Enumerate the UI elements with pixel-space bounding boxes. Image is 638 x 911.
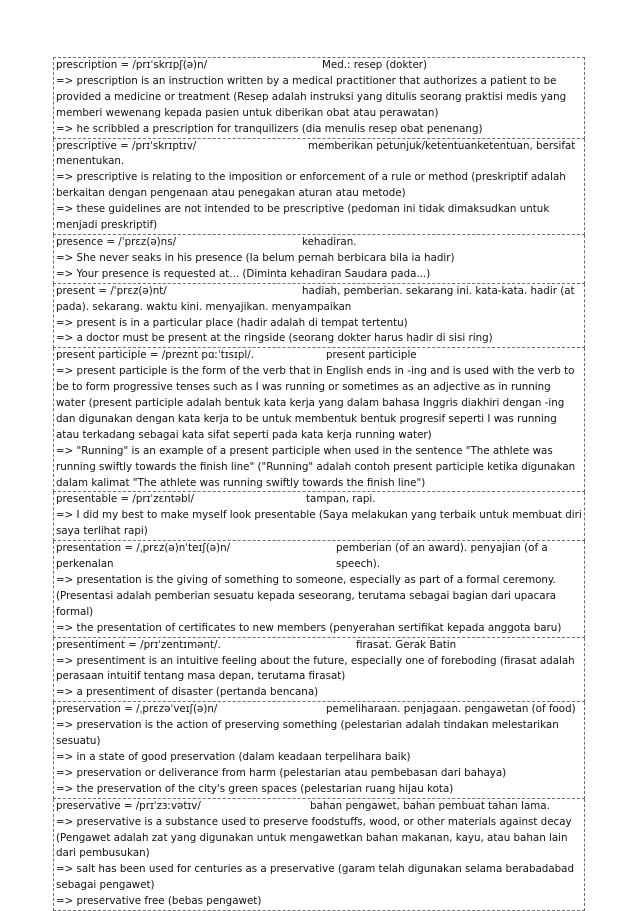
translation: memberikan petunjuk/ketentuanketentuan, bersifat	[308, 139, 576, 152]
example-line: => "Running" is an example of a present participle when used in the sentence "The athlete was running swiftly towards the finish line" ("Running" adalah contoh present participle ketika digunakan dalam kalimat "The athlete was running swiftly towards the finish line")	[56, 444, 576, 489]
entry-headline	[56, 348, 582, 364]
example-line: => present is in a particular place (hadir adalah di tempat tertentu)	[56, 316, 408, 329]
translation-continued: perkenalan	[56, 558, 114, 571]
example-line: => the preservation of the city's green spaces (pelestarian ruang hijau kota)	[56, 782, 454, 795]
dictionary-document	[53, 57, 585, 911]
entry-3	[53, 284, 585, 349]
headword-pronunciation: presentiment = /prɪˈzentɪmənt/.	[56, 638, 221, 651]
example-line: => prescription is an instruction written by a medical practitioner that authorizes a patient to be provided a medicine or treatment (Resep adalah instruksi yang ditulis seorang praktisi medis yang memberi wewenang kepada pasien untuk diberikan obat atau perawatan)	[56, 74, 567, 119]
translation: hadiah, pemberian. sekarang ini. kata-kata. hadir (at	[302, 284, 575, 297]
entry-0	[53, 57, 585, 139]
entry-headline	[56, 284, 582, 300]
headword-pronunciation: preservation = /ˌprɛzəˈveɪʃ(ə)n/	[56, 703, 218, 716]
entry-4	[53, 348, 585, 492]
entry-5	[53, 492, 585, 541]
entry-headline	[56, 139, 582, 155]
headword-pronunciation: present = /ˈprɛz(ə)nt/	[56, 284, 167, 297]
headword-pronunciation: present participle = /preznt pɑːˈtɪsɪpl/.	[56, 349, 254, 362]
translation: bahan pengawet, bahan pembuat tahan lama.	[310, 799, 550, 812]
entry-headline	[56, 235, 582, 251]
headword-pronunciation: presentation = /ˌprɛz(ə)nˈteɪʃ(ə)n/	[56, 542, 231, 555]
entry-headline	[56, 799, 582, 815]
headword-pronunciation: preservative = /prɪˈzɜːvətɪv/	[56, 799, 201, 812]
entry-headline	[56, 492, 582, 508]
translation: tampan, rapi.	[306, 493, 376, 506]
example-line: => the presentation of certificates to new members (penyerahan sertifikat kepada anggota baru)	[56, 621, 562, 634]
entry-8	[53, 702, 585, 798]
translation: Med.: resep (dokter)	[322, 59, 428, 71]
example-line: => these guidelines are not intended to be prescriptive (pedoman ini tidak dimaksudkan untuk menjadi preskriptif)	[56, 203, 550, 232]
translation-continued: pada). sekarang. waktu kini. menyajikan. menyampaikan	[56, 300, 352, 313]
example-line: => Your presence is requested at... (Diminta kehadiran Saudara pada...)	[56, 267, 431, 280]
translation: kehadiran.	[302, 235, 357, 248]
headword-pronunciation: presence = /ˈprɛz(ə)ns/	[56, 235, 177, 248]
entry-9	[53, 799, 585, 911]
example-line: => She never seaks in his presence (Ia belum pernah berbicara bila ia hadir)	[56, 251, 455, 264]
translation: pemeliharaan. penjagaan. pengawetan (of food)	[326, 703, 576, 716]
example-line: => presentiment is an intuitive feeling about the future, especially one of foreboding (firasat adalah perasaan intuitif tentang masa depan, terutama firasat)	[56, 654, 575, 683]
example-line: => preservation is the action of preserving something (pelestarian adalah tindakan melestarikan sesuatu)	[56, 719, 559, 748]
translation-continued: menentukan.	[56, 155, 125, 168]
example-line: => a doctor must be present at the ringside (seorang dokter harus hadir di sisi ring)	[56, 332, 493, 345]
example-line: => preservation or deliverance from harm (pelestarian atau pembebasan dari bahaya)	[56, 766, 507, 779]
entry-headline	[56, 638, 582, 654]
headword-pronunciation: prescriptive = /prɪˈskrɪptɪv/	[56, 139, 197, 152]
example-line: => preservative free (bebas pengawet)	[56, 895, 262, 908]
entry-headline	[56, 58, 582, 74]
example-line: => he scribbled a prescription for tranquilizers (dia menulis resep obat penenang)	[56, 122, 483, 135]
entry-6	[53, 541, 585, 637]
translation: present participle	[326, 349, 417, 362]
translation: pemberian (of an award). penyajian (of a speech).	[336, 542, 548, 571]
example-line: => preservative is a substance used to preserve foodstuffs, wood, or other materials against decay (Pengawet adalah zat yang digunakan untuk mengawetkan bahan makanan, kayu, atau bahan lain dari pembusukan)	[56, 815, 572, 860]
entry-2	[53, 235, 585, 284]
example-line: => present participle is the form of the verb that in English ends in -ing and is used with the verb to be to form progressive tenses such as I was running or sometimes as an adjective as in running water (present participle adalah bentuk kata kerja yang dalam bahasa Inggris diakhiri dengan -ing dan digunakan dengan kata kerja to be untuk membentuk bentuk progresif seperti I was running atau terkadang sebagai kata sifat seperti pada kata kerja running water)	[56, 365, 575, 441]
translation: firasat. Gerak Batin	[356, 638, 457, 651]
entry-1	[53, 139, 585, 235]
example-line: => a presentiment of disaster (pertanda bencana)	[56, 686, 319, 699]
headword-pronunciation: prescription = /prɪˈskrɪpʃ(ə)n/	[56, 59, 208, 71]
example-line: => in a state of good preservation (dalam keadaan terpelihara baik)	[56, 750, 411, 763]
entry-headline	[56, 702, 582, 718]
example-line: => prescriptive is relating to the imposition or enforcement of a rule or method (preskriptif adalah berkaitan dengan pengenaan atau penegakan aturan atau metode)	[56, 171, 566, 200]
headword-pronunciation: presentable = /prɪˈzɛntəbl/	[56, 493, 194, 506]
example-line: => I did my best to make myself look presentable (Saya melakukan yang terbaik untuk membuat diri saya terlihat rapi)	[56, 509, 582, 538]
entry-7	[53, 638, 585, 703]
example-line: => salt has been used for centuries as a preservative (garam telah digunakan selama berabadabad sebagai pengawet)	[56, 863, 575, 892]
example-line: => presentation is the giving of something to someone, especially as part of a formal ceremony. (Presentasi adalah pemberian sesuatu kepada seseorang, terutama sebagai bagian dari upacara formal)	[56, 574, 557, 618]
